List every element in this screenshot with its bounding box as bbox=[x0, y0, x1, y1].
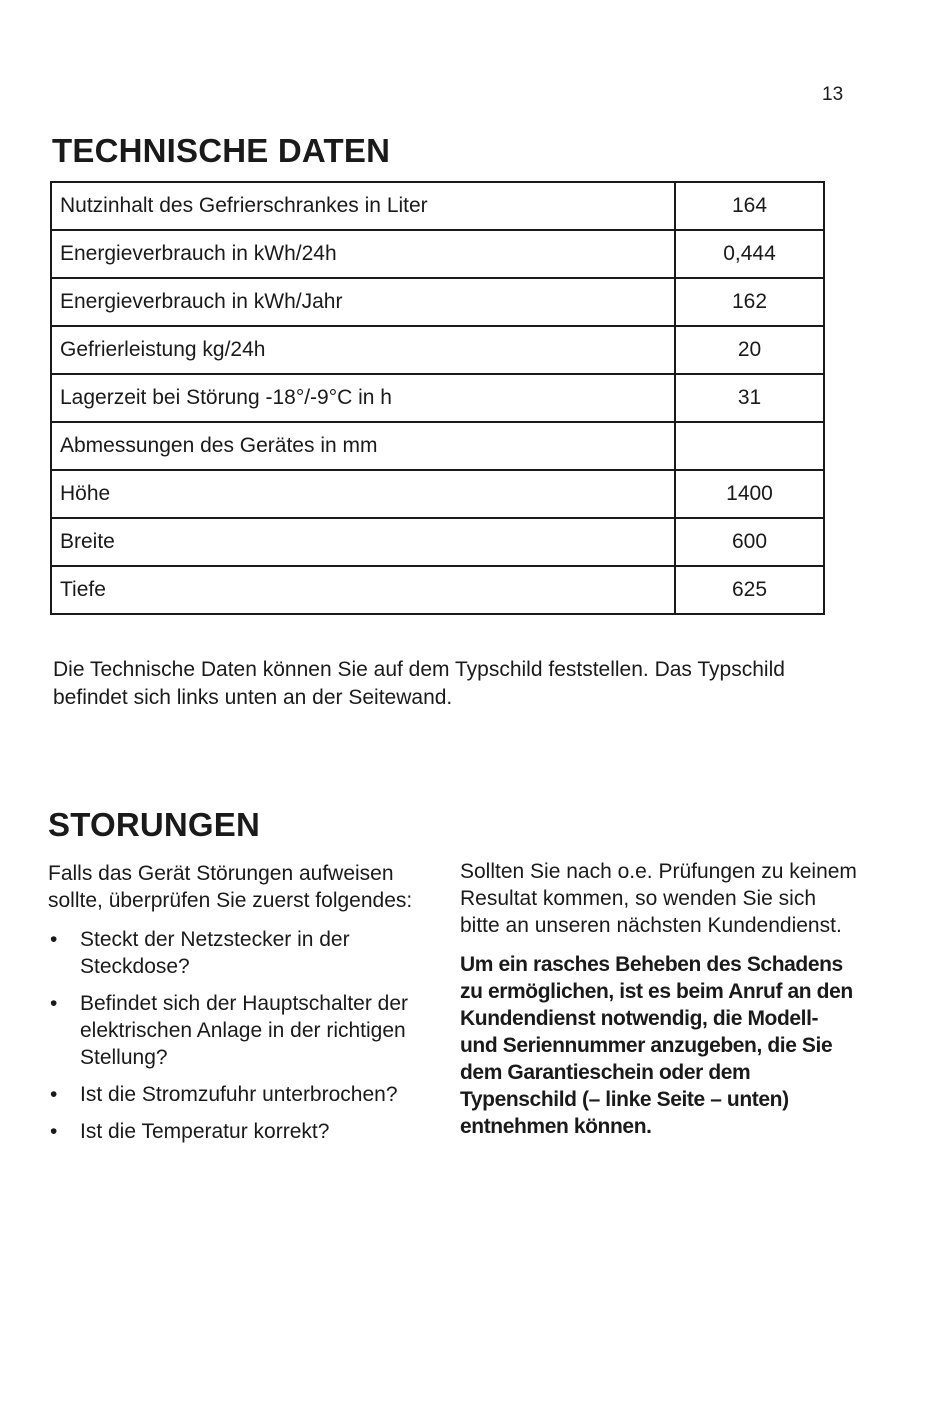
spec-label: Nutzinhalt des Gefrierschrankes in Liter bbox=[51, 182, 675, 230]
spec-value bbox=[675, 422, 824, 470]
spec-label: Gefrierleistung kg/24h bbox=[51, 326, 675, 374]
table-row bbox=[51, 566, 824, 614]
bullet-icon: • bbox=[50, 1120, 58, 1143]
spec-value: 162 bbox=[675, 278, 824, 326]
spec-label: Höhe bbox=[51, 470, 675, 518]
table-row bbox=[51, 374, 824, 422]
spec-value: 1400 bbox=[675, 470, 824, 518]
troubleshooting-right-column bbox=[460, 858, 860, 1140]
spec-value: 20 bbox=[675, 326, 824, 374]
checklist bbox=[48, 926, 438, 1145]
list-item bbox=[48, 1118, 438, 1145]
spec-value: 0,444 bbox=[675, 230, 824, 278]
check-text: Ist die Temperatur korrekt? bbox=[80, 1120, 330, 1143]
spec-value: 625 bbox=[675, 566, 824, 614]
check-text: Steckt der Netzstecker in der Steckdose? bbox=[80, 928, 350, 978]
spec-label: Tiefe bbox=[51, 566, 675, 614]
spec-label: Breite bbox=[51, 518, 675, 566]
page-number: 13 bbox=[822, 84, 844, 105]
technical-data-title: TECHNISCHE DATEN bbox=[52, 132, 391, 169]
troubleshooting-left-column bbox=[48, 860, 438, 1155]
bullet-icon: • bbox=[50, 992, 58, 1015]
table-row bbox=[51, 182, 824, 230]
troubleshooting-title: STORUNGEN bbox=[48, 806, 261, 843]
type-plate-note: Die Technische Daten können Sie auf dem Typschild feststellen. Das Typschild befindet sich links unten an der Seitewand. bbox=[53, 658, 785, 709]
table-row bbox=[51, 230, 824, 278]
spec-value: 164 bbox=[675, 182, 824, 230]
bullet-icon: • bbox=[50, 928, 58, 951]
spec-label: Lagerzeit bei Störung -18°/-9°C in h bbox=[51, 374, 675, 422]
table-row bbox=[51, 278, 824, 326]
spec-label: Energieverbrauch in kWh/Jahr bbox=[51, 278, 675, 326]
service-paragraph: Sollten Sie nach o.e. Prüfungen zu keinem Resultat kommen, so wenden Sie sich bitte an unseren nächsten Kundendienst. bbox=[460, 860, 857, 937]
important-paragraph: Um ein rasches Beheben des Schadens zu ermöglichen, ist es beim Anruf an den Kundendienst notwendig, die Modell- und Seriennummer anzugeben, die Sie dem Garantieschein oder dem Typenschild (– linke Seite – unten) entnehmen können. bbox=[460, 953, 853, 1138]
list-item bbox=[48, 990, 438, 1071]
technical-data-table bbox=[50, 181, 825, 615]
check-text: Ist die Stromzufuhr unterbrochen? bbox=[80, 1083, 398, 1106]
table-row bbox=[51, 422, 824, 470]
spec-value: 600 bbox=[675, 518, 824, 566]
bullet-icon: • bbox=[50, 1083, 58, 1106]
spec-label: Abmessungen des Gerätes in mm bbox=[51, 422, 675, 470]
troubleshooting-intro: Falls das Gerät Störungen aufweisen sollte, überprüfen Sie zuerst folgendes: bbox=[48, 862, 413, 912]
list-item bbox=[48, 926, 438, 980]
check-text: Befindet sich der Hauptschalter der elektrischen Anlage in der richtigen Stellung? bbox=[80, 992, 409, 1069]
list-item bbox=[48, 1081, 438, 1108]
table-row bbox=[51, 470, 824, 518]
table-row bbox=[51, 518, 824, 566]
table-row bbox=[51, 326, 824, 374]
spec-label: Energieverbrauch in kWh/24h bbox=[51, 230, 675, 278]
spec-value: 31 bbox=[675, 374, 824, 422]
